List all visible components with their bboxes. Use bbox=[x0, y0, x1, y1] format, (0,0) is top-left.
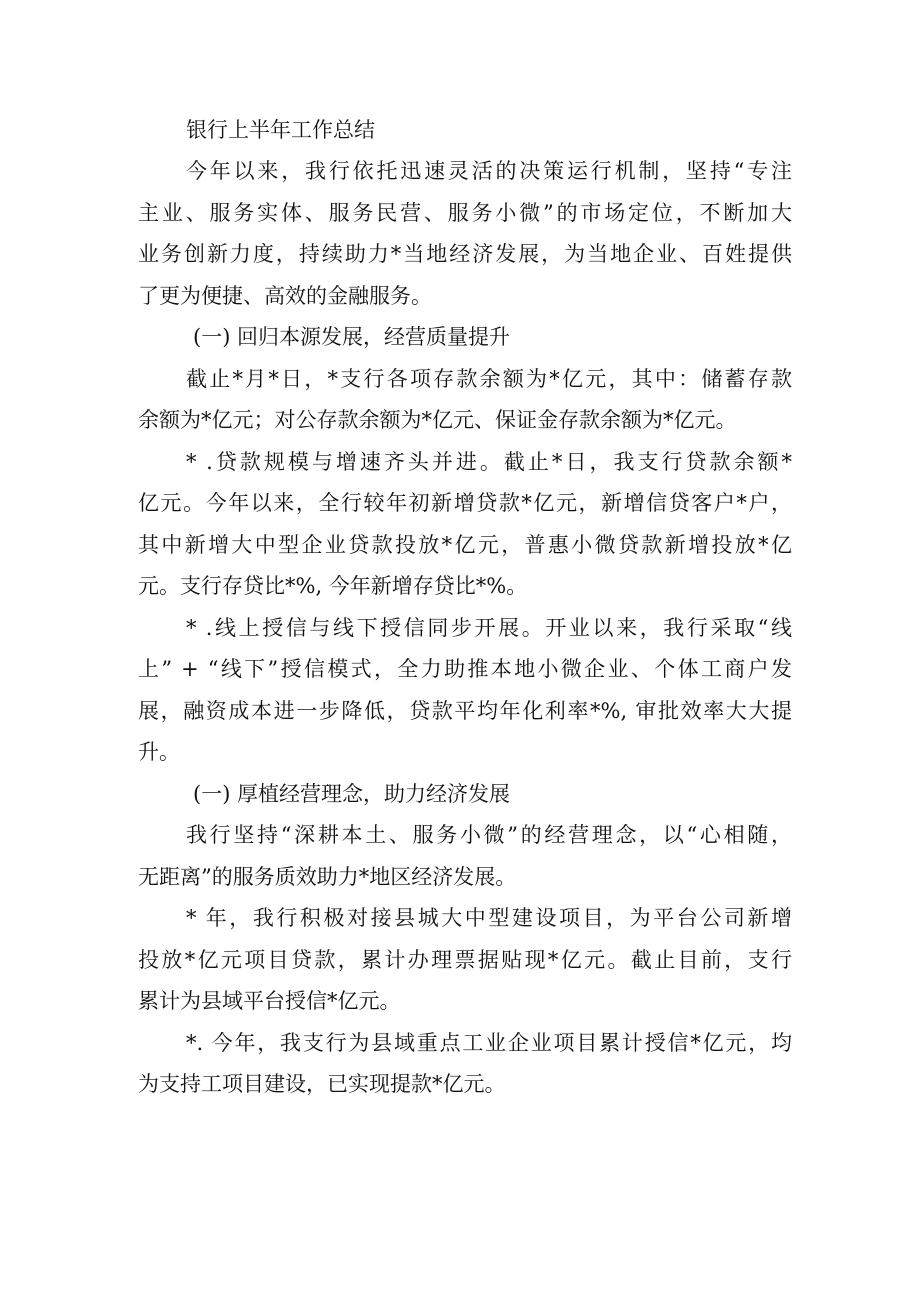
industry-paragraph bbox=[138, 1023, 792, 1106]
text-line: 升。 bbox=[138, 740, 180, 764]
text-line: * 年，我行积极对接县城大中型建设项目，为平台公司新增 bbox=[186, 906, 792, 930]
text-line: 无距离”的服务质效助力*地区经济发展。 bbox=[138, 864, 517, 889]
text-line: 累计为县域平台授信*亿元。 bbox=[138, 989, 401, 1013]
project-paragraph bbox=[138, 898, 792, 1023]
text-line: 了更为便捷、高效的金融服务。 bbox=[138, 283, 432, 308]
text-line: 我行坚持“深耕本土、服务小微”的经营理念，以“心相随， bbox=[186, 823, 792, 847]
loan-paragraph bbox=[138, 442, 792, 608]
intro-paragraph bbox=[138, 151, 792, 317]
text-line: * .贷款规模与增速齐头并进。截止*日，我支行贷款余额* bbox=[186, 449, 792, 474]
text-line: 上” + “线下”授信模式，全力助推本地小微企业、个体工商户发 bbox=[138, 657, 792, 681]
text-line: 元。支行存贷比*%, 今年新增存贷比*%。 bbox=[138, 574, 528, 598]
text-line: 其中新增大中型企业贷款投放*亿元，普惠小微贷款新增投放*亿 bbox=[138, 532, 792, 557]
section-heading-1: (一) 回归本源发展，经营质量提升 bbox=[193, 325, 511, 349]
text-line: 今年以来，我行依托迅速灵活的决策运行机制，坚持“专注 bbox=[186, 159, 792, 183]
text-line: 截止*月*日，*支行各项存款余额为*亿元，其中：储蓄存款 bbox=[186, 366, 792, 391]
text-line: 投放*亿元项目贷款，累计办理票据贴现*亿元。截止目前，支行 bbox=[138, 947, 792, 972]
text-line: 为支持工项目建设，已实现提款*亿元。 bbox=[138, 1072, 506, 1096]
text-line: 余额为*亿元；对公存款余额为*亿元、保证金存款余额为*亿元。 bbox=[138, 408, 737, 432]
section-heading-2: (一) 厚植经营理念，助力经济发展 bbox=[193, 781, 511, 806]
text-line: 展，融资成本进一步降低，贷款平均年化利率*%, 审批效率大大提 bbox=[138, 698, 792, 723]
text-line: 主业、服务实体、服务民营、服务小微”的市场定位，不断加大 bbox=[138, 200, 792, 225]
credit-paragraph bbox=[138, 608, 792, 774]
text-line: 业务创新力度，持续助力*当地经济发展，为当地企业、百姓提供 bbox=[138, 242, 792, 266]
text-line: *. 今年，我支行为县域重点工业企业项目累计授信*亿元，均 bbox=[186, 1030, 792, 1055]
text-line: 亿元。今年以来，全行较年初新增贷款*亿元，新增信贷客户*户， bbox=[138, 491, 792, 515]
text-line: * .线上授信与线下授信同步开展。开业以来，我行采取“线 bbox=[186, 615, 792, 640]
deposit-paragraph bbox=[138, 359, 792, 442]
document-title: 银行上半年工作总结 bbox=[186, 118, 375, 142]
philosophy-paragraph bbox=[138, 815, 792, 898]
